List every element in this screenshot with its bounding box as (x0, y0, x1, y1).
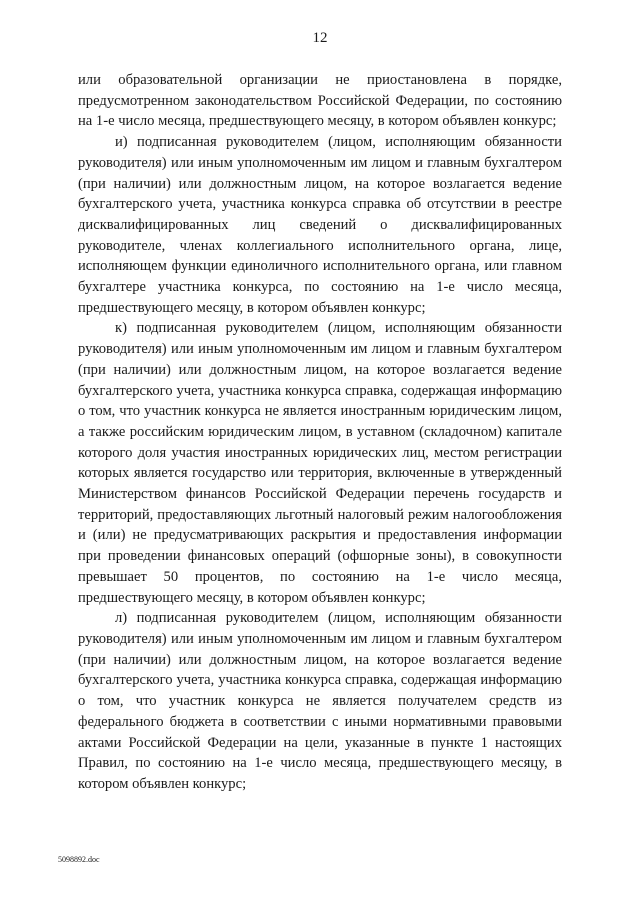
paragraph-continuation: или образовательной организации не приостановлена в порядке, предусмотренном законодательством Российской Федерации, по состоянию на 1-е число месяца, предшествующего месяцу, в котором объявлен конкурс; (78, 72, 562, 130)
paragraph-item-i: и) подписанная руководителем (лицом, исполняющим обязанности руководителя) или иным уполномоченным им лицом и главным бухгалтером (при наличии) или должностным лицом, на которое возлагается ведение бухгалтерского учета, участника конкурса справка об отсутствии в реестре дисквалифицированных лиц сведений о дисквалифицированных руководителе, членах коллегиального исполнительного органа, лице, исполняющем функции единоличного исполнительного органа, или главном бухгалтере участника конкурса, по состоянию на 1-е число месяца, предшествующего месяцу, в котором объявлен конкурс; (78, 134, 562, 316)
document-body (78, 70, 562, 795)
file-name-footer: 5098892.doc (58, 855, 100, 864)
page-number: 12 (312, 30, 328, 46)
paragraph-item-l: л) подписанная руководителем (лицом, исполняющим обязанности руководителя) или иным уполномоченным им лицом и главным бухгалтером (при наличии) или должностным лицом, на которое возлагается ведение бухгалтерского учета, участника конкурса справка, содержащая информацию о том, что участник конкурса не является получателем средств из федерального бюджета в соответствии с иными нормативными правовыми актами Российской Федерации на цели, указанные в пункте 1 настоящих Правил, по состоянию на 1-е число месяца, предшествующего месяцу, в котором объявлен конкурс; (78, 610, 562, 792)
paragraph-item-k: к) подписанная руководителем (лицом, исполняющим обязанности руководителя) или иным уполномоченным им лицом и главным бухгалтером (при наличии) или должностным лицом, на которое возлагается ведение бухгалтерского учета, участника конкурса справка, содержащая информацию о том, что участник конкурса не является иностранным юридическим лицом, а также российским юридическим лицом, в уставном (складочном) капитале которого доля участия иностранных юридических лиц, местом регистрации которых является государство или территория, включенные в утвержденный Министерством финансов Российской Федерации перечень государств и территорий, предоставляющих льготный налоговый режим налогообложения и (или) не предусматривающих раскрытия и предоставления информации при проведении финансовых операций (офшорные зоны), в совокупности превышает 50 процентов, по состоянию на 1-е число месяца, предшествующего месяцу, в котором объявлен конкурс; (78, 320, 562, 606)
